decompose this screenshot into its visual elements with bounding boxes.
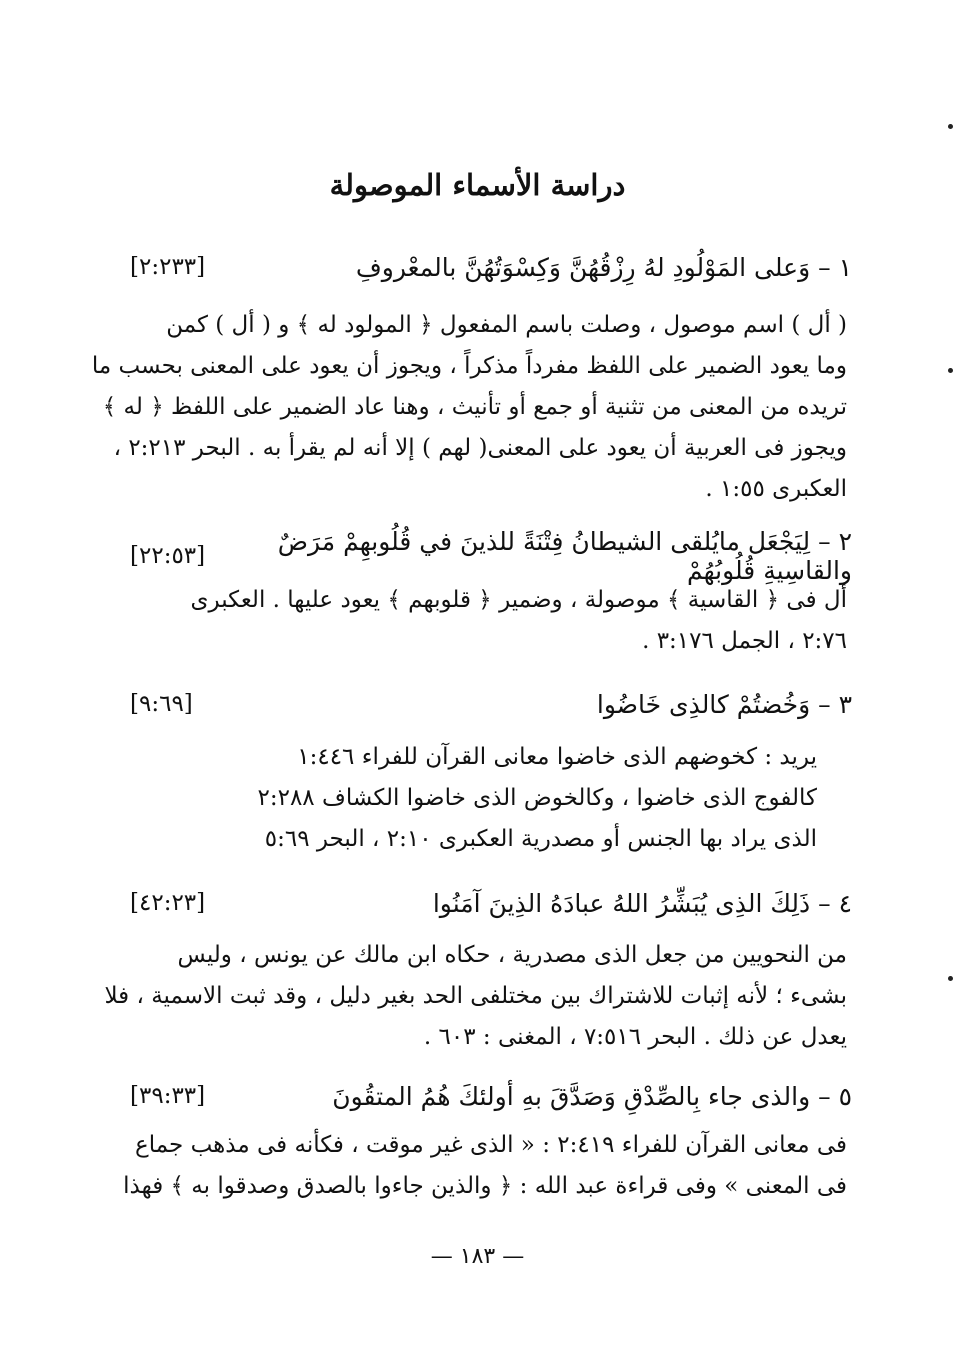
entry-5-commentary <box>123 1125 847 1207</box>
entry-5-line: فى المعنى » وفى قراءة عبد الله : ﴿ والذين جاءوا بالصدق وصدقوا به ﴾ فهذا <box>123 1173 847 1199</box>
entry-4-verse: ٤ – ذَلِكَ الذِى يُبَشِّرُ اللهُ عبادَهُ الذِينَ آمَنُوا <box>432 888 852 918</box>
entry-2-line: ٢:٧٦ ، الجمل ٣:١٧٦ . <box>642 628 847 654</box>
page-number: — ١٨٣ — <box>430 1244 525 1269</box>
entry-3-line: يريد : كخوضهم الذى خاضوا معانى القرآن للفراء ١:٤٤٦ <box>297 744 817 770</box>
entry-3-line: كالفوج الذى خاضوا ، وكالخوض الذى خاضوا الكشاف ٢:٢٨٨ <box>257 785 817 811</box>
entry-3-commentary <box>230 737 817 860</box>
entry-4-line: بشىء ؛ لأنه إثبات للاشتراك بين مختلفى الحد بغير دليل ، وقد ثبت الاسمية ، فلا <box>104 983 847 1009</box>
entry-1-reference: [٢:٢٣٣] <box>130 254 206 280</box>
entry-1-line: تريده من المعنى من تثنية أو جمع أو تأنيث ، وهنا عاد الضمير على اللفظ ﴿ له ﴾ <box>102 394 847 420</box>
entry-2-reference: [٢٢:٥٣] <box>130 543 206 569</box>
entry-3-reference: [٩:٦٩] <box>130 691 193 717</box>
page-title: دراسة الأسماء الموصولة <box>329 168 626 202</box>
entry-5-line: فى معانى القرآن للفراء ٢:٤١٩ : « الذى غير موقت ، فكأنه فى مذهب جماع <box>135 1132 847 1158</box>
entry-2-verse: ٢ – لِيَجْعَل مايُلقى الشيطانُ فِتْنَةً للذينَ في قُلُوبهِمْ مَرَضٌ والقاسِيةِ قُلُوبُهُمْ <box>277 527 852 585</box>
entry-4-heading <box>130 882 852 924</box>
entry-1-line: ويجوز فى العربية أن يعود على المعنى( لهم ) إلا أنه لم يقرأ به . البحر ٢:٢١٣ ، <box>113 435 847 461</box>
entry-2-commentary <box>135 580 847 662</box>
entry-1-heading <box>130 246 852 288</box>
entry-1-commentary <box>91 305 847 510</box>
entry-4-line: من النحويين من جعل الذى مصدرية ، حكاه ابن مالك عن يونس ، وليس <box>177 942 847 968</box>
scan-speck <box>948 976 953 981</box>
entry-1-verse: ١ – وَعلى المَوْلُودِ لهُ رِزْقُهُنَّ وَكِسْوَتُهُنَّ بالمعْروفِ <box>355 252 852 282</box>
scan-speck <box>948 368 953 373</box>
entry-4-reference: [٤٢:٢٣] <box>130 890 206 916</box>
entry-4-commentary <box>104 935 847 1058</box>
scan-speck <box>948 124 953 129</box>
entry-3-heading <box>130 683 852 725</box>
entry-3-line: الذى يراد بها الجنس أو مصدرية العكبرى ٢:١٠ ، البحر ٥:٦٩ <box>264 826 817 852</box>
entry-5-heading <box>130 1075 852 1117</box>
entry-2-line: أل فى ﴿ القاسية ﴾ موصولة ، وضمير ﴿ قلوبهم ﴾ يعود عليها . العكبرى <box>190 587 847 613</box>
entry-2-heading <box>130 527 852 585</box>
entry-5-verse: ٥ – والذى جاء بِالصِّدْقِ وَصَدَّقَ بهِ أولئكَ هُمُ المتقُونَ <box>332 1081 852 1111</box>
entry-4-line: يعدل عن ذلك . البحر ٧:٥١٦ ، المغنى : ٦٠٣ . <box>423 1024 847 1050</box>
entry-3-verse: ٣ – وَخُضتُمْ كالذِى خَاضُوا <box>596 689 852 719</box>
entry-1-line: وما يعود الضمير على اللفظ مفرداً مذكراً ، ويجوز أن يعود على المعنى بحسب ما <box>91 353 847 379</box>
entry-5-reference: [٣٩:٣٣] <box>130 1083 206 1109</box>
entry-1-line: العكبرى ١:٥٥ . <box>705 476 847 502</box>
entry-1-line: ( أل ) اسم موصول ، وصلت باسم المفعول ﴿ المولود له ﴾ و ( أل ) كمن <box>166 312 847 338</box>
